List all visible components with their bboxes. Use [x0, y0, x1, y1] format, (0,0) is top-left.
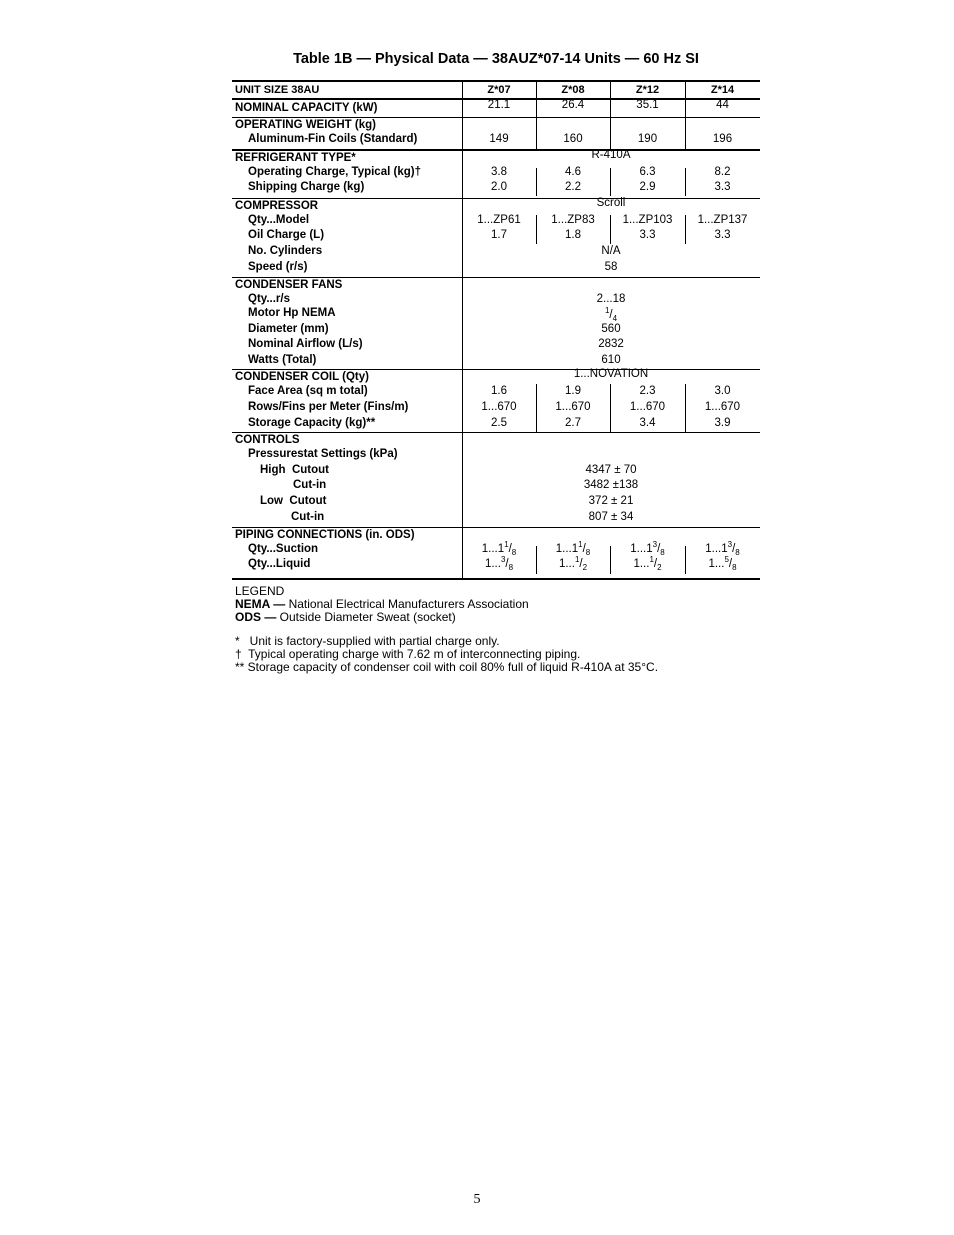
- watts-value: 610: [601, 354, 621, 366]
- table-title: Table 1B — Physical Data — 38AUZ*07-14 Units — 60 Hz SI: [293, 51, 699, 67]
- value-cell: 3.3: [714, 229, 731, 241]
- value-cell: 2.2: [565, 181, 581, 193]
- liquid-cell: $1...^5/_8$: [708, 555, 737, 573]
- refrigerant-label: REFRIGERANT TYPE*: [235, 152, 356, 164]
- diameter-value: 560: [601, 323, 621, 335]
- value-cell: 149: [489, 133, 509, 145]
- low-cutout-value: 372 ± 21: [588, 495, 634, 507]
- liquid-cell: $1...^1/_2$: [558, 555, 588, 573]
- value-cell: 1.9: [565, 385, 581, 397]
- low-cutin-value: 807 ± 34: [588, 511, 634, 523]
- operating-weight-row: [232, 118, 760, 149]
- speed-label: Speed (r/s): [248, 261, 308, 273]
- speed-value: 58: [604, 261, 618, 273]
- pressurestat-label: Pressurestat Settings (kPa): [248, 448, 398, 460]
- qty-rs-value: 2...18: [596, 293, 626, 305]
- suction-cell: $1...1^1/_8$: [481, 540, 517, 558]
- face-area-label: Face Area (sq m total): [248, 385, 368, 397]
- value-cell: 21.1: [487, 99, 511, 111]
- motor-hp-value: $^1/_4$: [604, 306, 618, 324]
- value-cell: 160: [563, 133, 583, 145]
- operating-weight-label: OPERATING WEIGHT (kg): [235, 119, 376, 131]
- col-header: Z*08: [561, 84, 585, 96]
- liquid-cell: $1...^3/_8$: [484, 555, 514, 573]
- value-cell: 44: [716, 99, 729, 111]
- footnote-1: * Unit is factory-supplied with partial charge only.: [235, 634, 500, 648]
- value-cell: 2.9: [639, 181, 656, 193]
- legend-nema: NEMA — National Electrical Manufacturers Association: [235, 597, 529, 611]
- value-cell: 1...670: [704, 401, 741, 413]
- legend-heading: LEGEND: [235, 584, 285, 598]
- value-cell: 1...670: [629, 401, 666, 413]
- col-header: Z*14: [710, 84, 735, 96]
- value-cell: 3.0: [714, 385, 731, 397]
- diameter-label: Diameter (mm): [248, 323, 329, 335]
- value-cell: 3.8: [491, 166, 507, 178]
- page-number: 5: [473, 1192, 481, 1207]
- condenser-fans-label: CONDENSER FANS: [235, 279, 343, 291]
- unit-size-label: UNIT SIZE 38AU: [235, 84, 320, 96]
- value-cell: 1.8: [565, 229, 581, 241]
- col-header: Z*07: [487, 84, 511, 96]
- low-cutin-label: Cut-in: [291, 511, 325, 523]
- value-cell: 3.9: [714, 417, 731, 429]
- legend-ods: ODS — Outside Diameter Sweat (socket): [235, 610, 456, 624]
- qty-model-label: Qty...Model: [248, 214, 310, 226]
- value-cell: 2.7: [565, 417, 581, 429]
- value-cell: 1...ZP103: [622, 214, 673, 226]
- value-cell: 1...670: [481, 401, 517, 413]
- qty-suction-label: Qty...Suction: [248, 543, 319, 555]
- col-header: Z*12: [635, 84, 660, 96]
- aluminum-fin-label: Aluminum-Fin Coils (Standard): [248, 133, 418, 145]
- value-cell: 2.5: [491, 417, 507, 429]
- watts-label: Watts (Total): [248, 354, 317, 366]
- nominal-capacity-row: [232, 100, 760, 117]
- compressor-label: COMPRESSOR: [235, 200, 319, 212]
- shipping-charge-label: Shipping Charge (kg): [248, 181, 365, 193]
- airflow-label: Nominal Airflow (L/s): [248, 338, 363, 350]
- piping-label: PIPING CONNECTIONS (in. ODS): [235, 529, 415, 541]
- value-cell: 1.7: [491, 229, 507, 241]
- rows-fins-label: Rows/Fins per Meter (Fins/m): [248, 401, 409, 413]
- compressor-row: [232, 199, 760, 277]
- cylinders-value: N/A: [601, 245, 621, 257]
- low-cutout-label: Low Cutout: [260, 495, 327, 507]
- high-cutout-label: High Cutout: [260, 464, 329, 476]
- high-cutin-label: Cut-in: [293, 479, 327, 491]
- value-cell: 4.6: [565, 166, 581, 178]
- condenser-coil-label: CONDENSER COIL (Qty): [235, 371, 369, 383]
- value-cell: 2.3: [639, 385, 656, 397]
- value-cell: 3.4: [639, 417, 656, 429]
- value-cell: 3.3: [639, 229, 656, 241]
- legend: [235, 585, 658, 674]
- value-cell: 2.0: [491, 181, 507, 193]
- suction-cell: $1...1^3/_8$: [630, 540, 665, 558]
- nominal-capacity-label: NOMINAL CAPACITY (kW): [235, 102, 378, 114]
- value-cell: 3.3: [714, 181, 731, 193]
- value-cell: 1.6: [491, 385, 507, 397]
- oil-charge-label: Oil Charge (L): [248, 229, 325, 241]
- qty-liquid-label: Qty...Liquid: [248, 558, 311, 570]
- qty-rs-label: Qty...r/s: [248, 293, 290, 305]
- cylinders-label: No. Cylinders: [248, 245, 323, 257]
- physical-data-table: [232, 80, 760, 580]
- motor-hp-label: Motor Hp NEMA: [248, 307, 336, 319]
- value-cell: 6.3: [639, 166, 656, 178]
- condenser-fans-row: [232, 278, 760, 369]
- controls-row: [232, 433, 760, 527]
- value-cell: 26.4: [561, 99, 585, 111]
- suction-cell: $1...1^1/_8$: [555, 540, 591, 558]
- header-row: [232, 82, 760, 98]
- piping-row: [232, 528, 760, 576]
- value-cell: 8.2: [714, 166, 731, 178]
- footnote-2: † Typical operating charge with 7.62 m of interconnecting piping.: [235, 647, 581, 661]
- value-cell: 1...ZP137: [697, 214, 748, 226]
- suction-cell: $1...1^3/_8$: [705, 540, 740, 558]
- value-cell: 1...ZP83: [551, 214, 595, 226]
- high-cutout-value: 4347 ± 70: [585, 464, 637, 476]
- high-cutin-value: 3482 ±138: [583, 479, 639, 491]
- condenser-coil-row: [232, 370, 760, 432]
- value-cell: 1...ZP61: [477, 214, 521, 226]
- coil-type: 1...NOVATION: [573, 368, 649, 380]
- refrigerant-row: [232, 151, 760, 199]
- value-cell: 35.1: [636, 99, 659, 111]
- footnote-3: ** Storage capacity of condenser coil with coil 80% full of liquid R-410A at 35°C.: [235, 660, 659, 674]
- value-cell: 1...670: [555, 401, 591, 413]
- controls-label: CONTROLS: [235, 434, 300, 446]
- refrigerant-type: R-410A: [591, 149, 631, 161]
- liquid-cell: $1...^1/_2$: [633, 555, 662, 573]
- value-cell: 196: [712, 133, 733, 145]
- compressor-type: Scroll: [596, 197, 626, 209]
- airflow-value: 2832: [598, 338, 624, 350]
- storage-capacity-label: Storage Capacity (kg)**: [248, 417, 376, 429]
- value-cell: 190: [637, 133, 658, 145]
- operating-charge-label: Operating Charge, Typical (kg)†: [248, 166, 421, 178]
